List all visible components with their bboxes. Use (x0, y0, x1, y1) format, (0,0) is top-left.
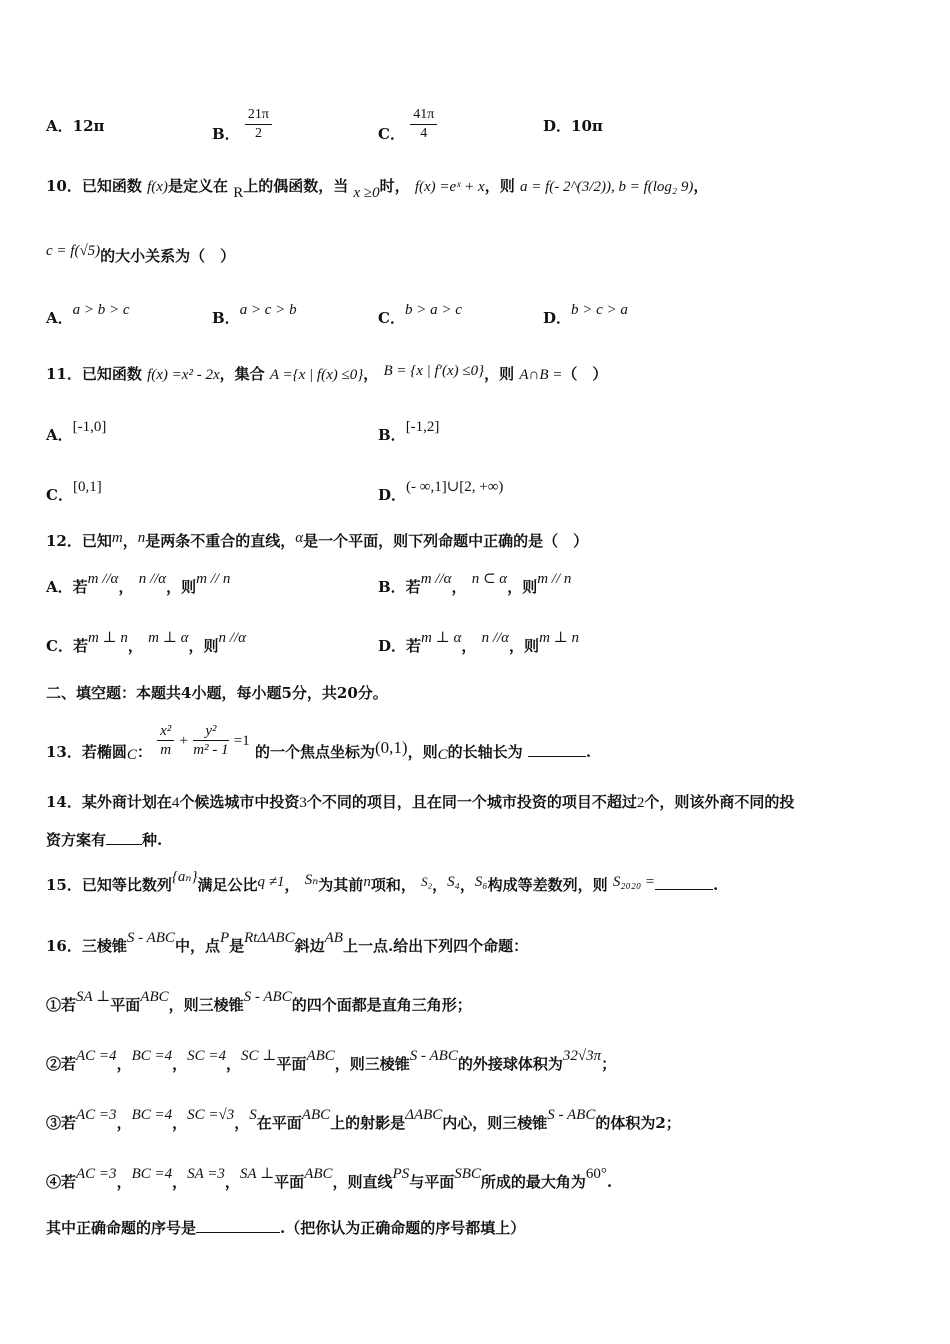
q9-option-d: D．10π (543, 117, 603, 135)
q10-option-a: A．a > b > c (46, 302, 130, 327)
q10-option-d: D．b > c > a (543, 302, 628, 327)
q9-option-a: A．12π (46, 117, 105, 135)
q12-stem: 12．已知m，n是两条不重合的直线，α是一个平面，则下列命题中正确的是（ ） (46, 530, 589, 550)
q9-option-c: C． $\frac{41\pi}{4}$ (378, 106, 437, 143)
q12-option-c: C．若m ⊥ n， m ⊥ α，则n //α (46, 630, 246, 655)
q16-final: 其中正确命题的序号是 .（把你认为正确命题的序号都填上） (46, 1219, 526, 1237)
q10-stem: 10．已知函数 f(x)是定义在 R上的偶函数，当 x ≥0时， f(x) =eˣ + x，则 a = f(- 2^(3/2)), b = f(log₂ 9)， (46, 177, 709, 201)
answer-blank[interactable] (655, 875, 713, 890)
q12-option-d: D．若m ⊥ α， n //α，则m ⊥ n (378, 630, 580, 655)
q9-option-b: B． $\frac{21\pi}{2}$ (212, 106, 272, 143)
q11-option-d: D．(- ∞,1]∪[2, +∞) (378, 479, 504, 504)
q12-option-b: B．若m //α， n ⊂ α，则m // n (378, 571, 572, 596)
q12-option-a: A．若m //α， n //α，则m // n (46, 571, 231, 596)
q14-stem-line2: 资方案有 种. (46, 831, 163, 849)
fraction-x: $\frac{\text{x²}}{m}$ (157, 722, 174, 759)
answer-blank[interactable] (106, 830, 142, 845)
fraction: $\frac{41\pi}{4}$ (410, 106, 437, 143)
q14-stem: 14．某外商计划在4个候选城市中投资3个不同的项目，且在同一个城市投资的项目不超过2个，则该外商不同的投 (46, 793, 795, 811)
q10-option-c: C．b > a > c (378, 302, 462, 327)
q16-statement-2: ②若AC =4，BC =4，SC =4，SC ⊥平面ABC，则三棱锥S - ABC的外接球体积为32√3π； (46, 1048, 617, 1073)
section-fill-in-heading: 二、填空题：本题共4小题，每小题5分，共20分。 (46, 684, 388, 702)
q10-stem-line2: c = f(√5)的大小关系为（ ） (46, 243, 236, 265)
q11-option-c: C．[0,1] (46, 479, 102, 504)
q16-statement-3: ③若AC =3，BC =4，SC =√3，S在平面ABC上的射影是ΔABC内心，则三棱锥S - ABC的体积为2； (46, 1107, 681, 1132)
q16-statement-1: ①若SA ⊥平面ABC，则三棱锥S - ABC的四个面都是直角三角形； (46, 989, 472, 1014)
q11-option-b: B．[-1,2] (378, 419, 440, 444)
q13-stem: 13．若椭圆C： $\frac{\text{x²}}{m}$ + $\frac{\text{y²}}{\text{m² - 1}}$ =1 的一个焦点坐标为(0,1)，则C的长轴长为 . (46, 723, 592, 763)
answer-blank[interactable] (196, 1218, 280, 1233)
q15-stem: 15．已知等比数列{aₙ}满足公比q ≠1， Sₙ为其前n项和， S₂，S₄，S₆构成等差数列，则 S₂₀₂₀ = . (46, 869, 719, 894)
fraction: $\frac{21\pi}{2}$ (245, 106, 272, 143)
q16-statement-4: ④若AC =3，BC =4，SA =3，SA ⊥平面ABC，则直线PS与平面SBC所成的最大角为60°. (46, 1166, 613, 1191)
q16-stem: 16．三棱锥S - ABC中，点P是RtΔABC斜边AB上一点.给出下列四个命题： (46, 930, 529, 955)
q11-stem: 11．已知函数 f(x) =x² - 2x，集合 A ={x | f(x) ≤0}， B = {x | f′(x) ≤0}，则 A∩B =（ ） (46, 363, 608, 383)
fraction-y: $\frac{\text{y²}}{\text{m² - 1}}$ (193, 723, 229, 758)
q10-option-b: B．a > c > b (212, 302, 297, 327)
q11-option-a: A．[-1,0] (46, 419, 107, 444)
answer-blank[interactable] (528, 742, 586, 757)
